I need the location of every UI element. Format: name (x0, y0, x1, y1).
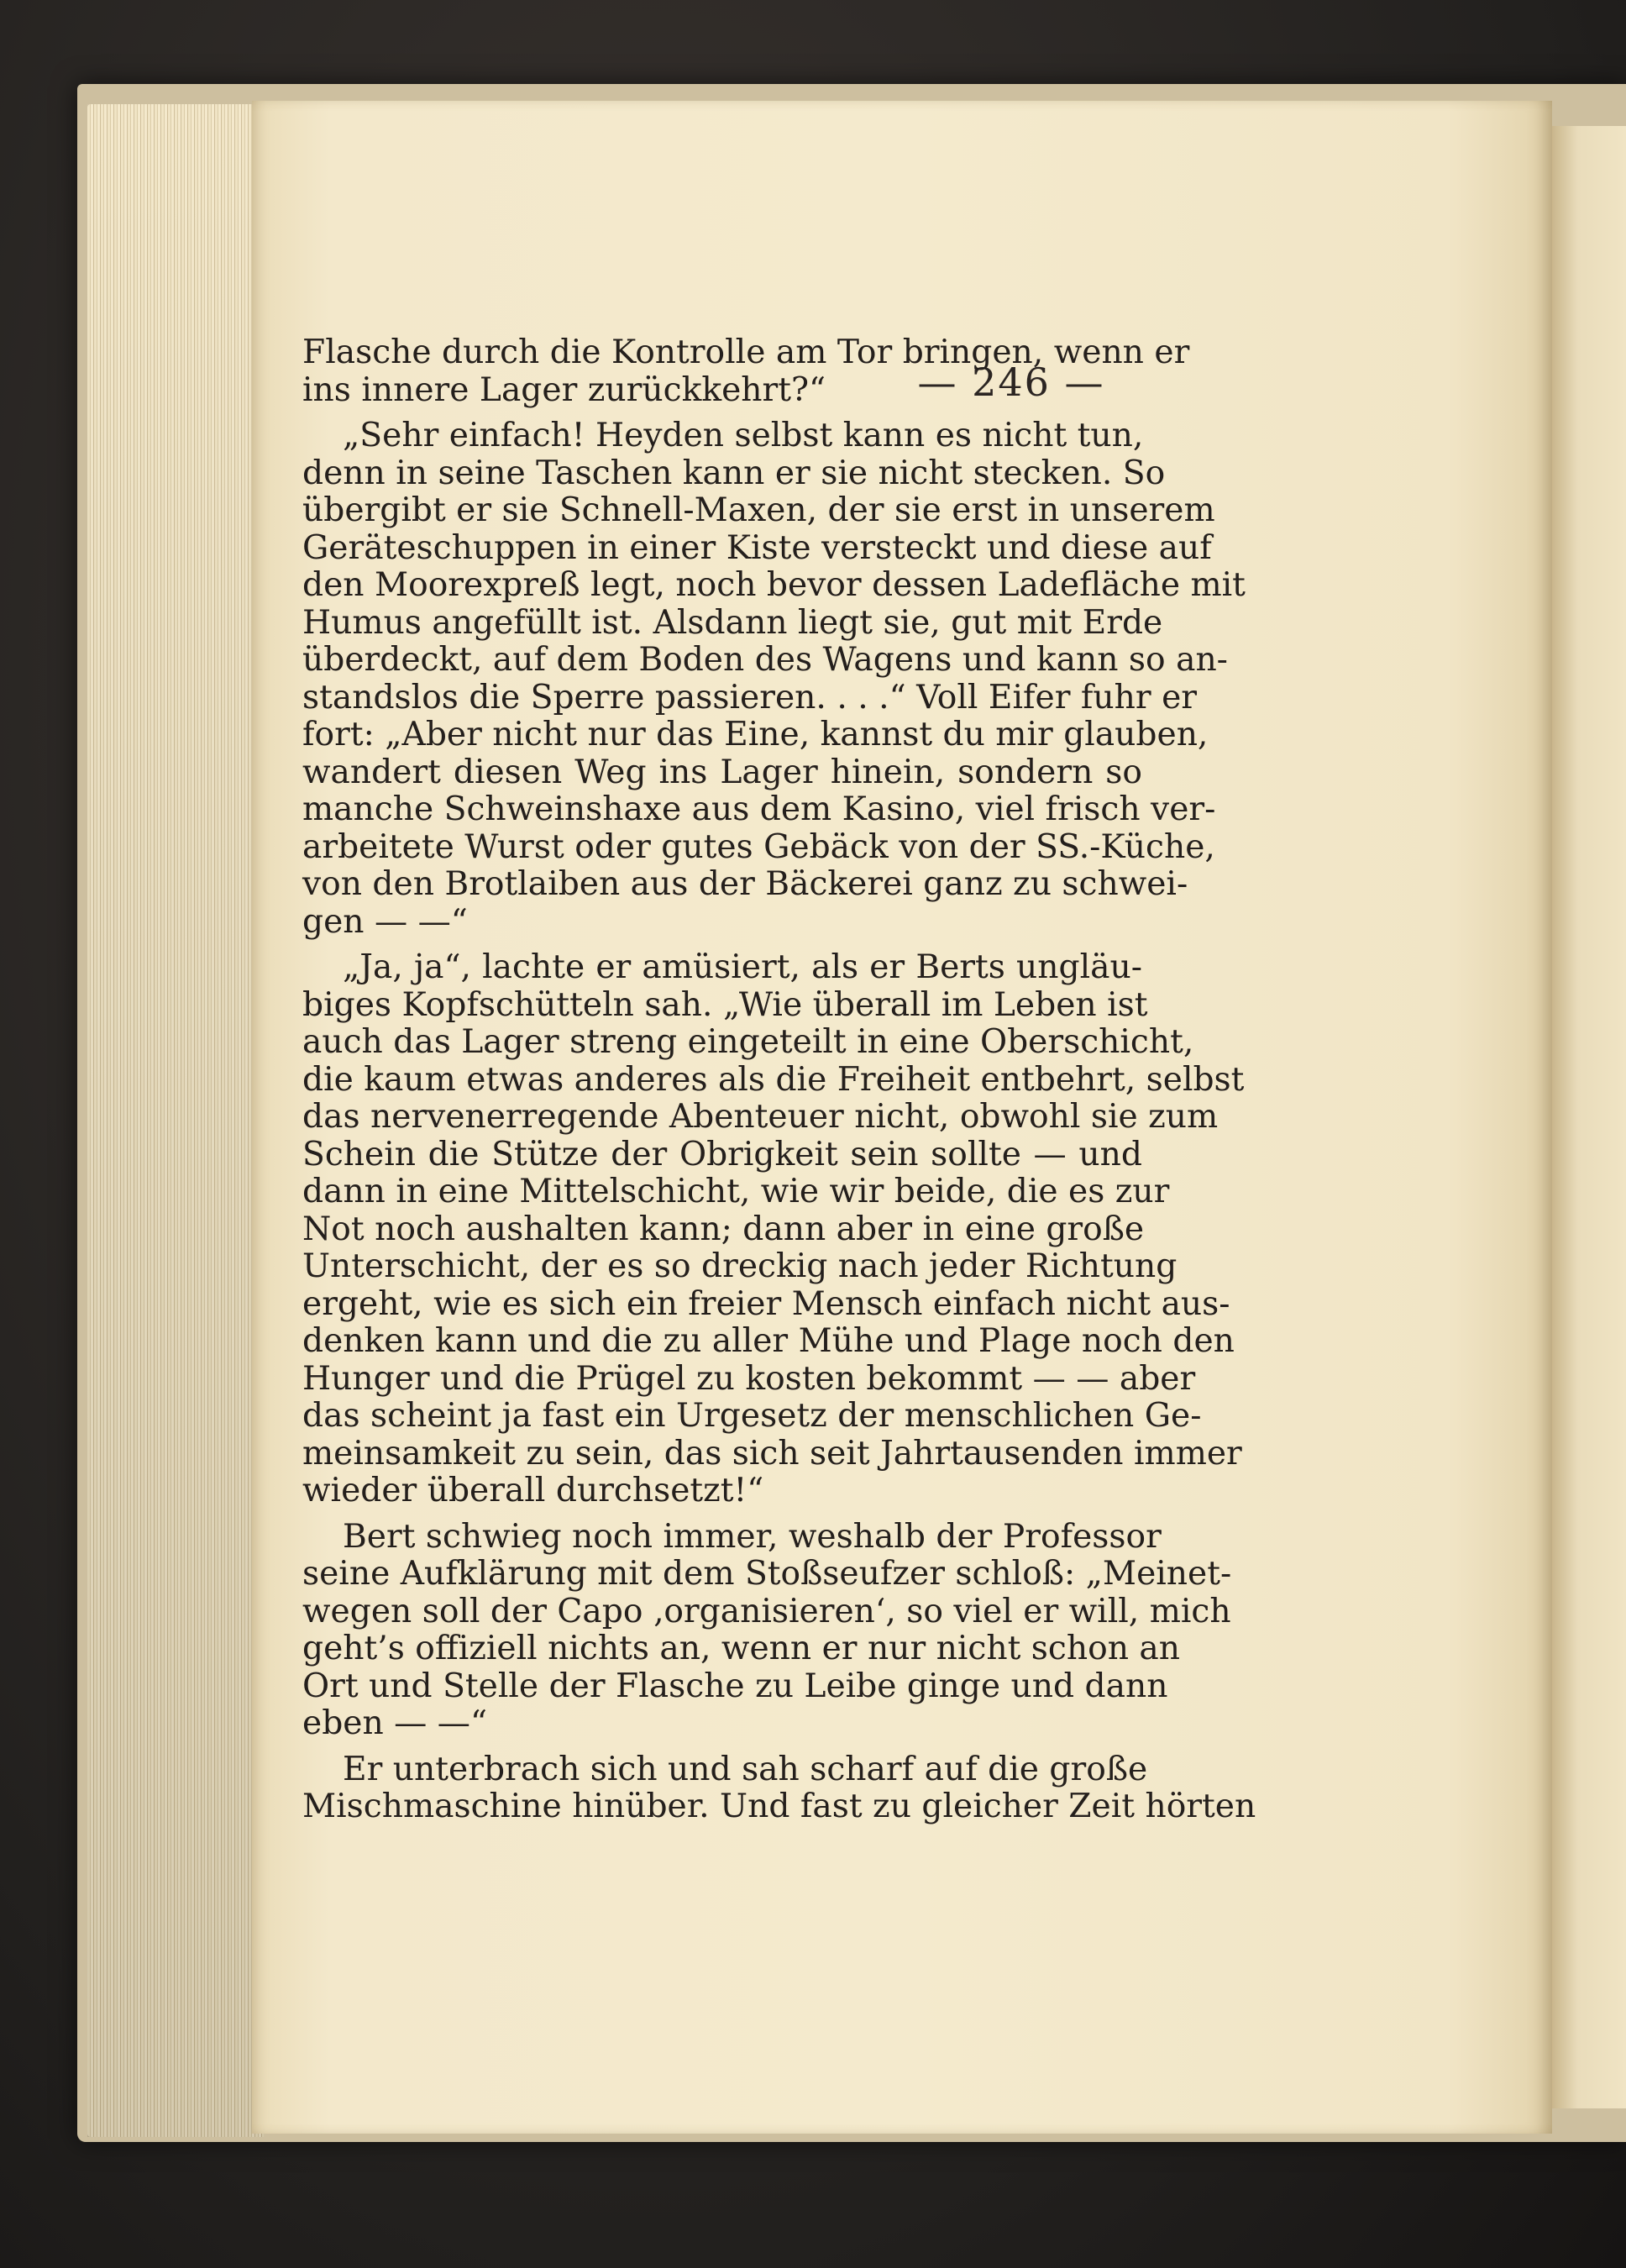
paragraph (302, 417, 1246, 941)
text-line: Ort und Stelle der Flasche zu Leibe ginge und dann (302, 1667, 1168, 1705)
text-line: Hunger und die Prügel zu kosten bekommt — — aber (302, 1359, 1196, 1398)
text-line: meinsamkeit zu sein, das sich seit Jahrtausenden immer (302, 1434, 1242, 1473)
text-line: Unterschicht, der es so dreckig nach jeder Richtung (302, 1247, 1178, 1285)
text-line: übergibt er sie Schnell-Maxen, der sie erst in unserem (302, 491, 1215, 529)
paragraph (302, 1517, 1232, 1743)
text-line: wegen soll der Capo ‚organisieren‘, so viel er will, mich (302, 1592, 1231, 1630)
text-line: das nervenerregende Abenteuer nicht, obwohl sie zum (302, 1098, 1219, 1136)
text-line: gen — —“ (302, 902, 468, 941)
text-line: dann in eine Mittelschicht, wie wir beide, die es zur (302, 1173, 1170, 1210)
text-line: Not noch aushalten kann; dann aber in eine große (302, 1210, 1145, 1248)
paragraph (302, 333, 1190, 409)
text-line: die kaum etwas anderes als die Freiheit entbehrt, selbst (302, 1060, 1245, 1099)
text-line: geht’s offiziell nichts an, wenn er nur nicht schon an (302, 1630, 1180, 1667)
text-line: fort: „Aber nicht nur das Eine, kannst du mir glauben, (302, 716, 1209, 753)
page-edges (87, 104, 264, 2137)
text-line: biges Kopfschütteln sah. „Wie überall im Leben ist (302, 985, 1148, 1024)
page-text (302, 333, 1256, 1826)
text-line: Flasche durch die Kontrolle am Tor bringen, wenn er (302, 333, 1190, 371)
text-line: standslos die Sperre passieren. . . .“ Voll Eifer fuhr er (302, 678, 1198, 717)
text-line: Bert schwieg noch immer, weshalb der Professor (343, 1517, 1162, 1556)
text-line: Mischmaschine hinüber. Und fast zu gleicher Zeit hörten (302, 1788, 1256, 1825)
text-line: „Sehr einfach! Heyden selbst kann es nicht tun, (343, 417, 1144, 454)
text-line: Geräteschuppen in einer Kiste versteckt und diese auf (302, 528, 1212, 567)
text-line: den Moorexpreß legt, noch bevor dessen Ladefläche mit (302, 566, 1246, 604)
text-line: ins innere Lager zurückkehrt?“ (302, 370, 826, 409)
adjacent-page (1552, 126, 1626, 2108)
text-line: Schein die Stütze der Obrigkeit sein sollte — und (302, 1135, 1142, 1173)
text-line: von den Brotlaiben aus der Bäckerei ganz zu schwei- (302, 865, 1188, 903)
text-line: denken kann und die zu aller Mühe und Plage noch den (302, 1322, 1235, 1360)
paragraph (302, 1750, 1256, 1826)
text-line: das scheint ja fast ein Urgesetz der menschlichen Ge- (302, 1397, 1202, 1435)
text-line: Er unterbrach sich und sah scharf auf die große (343, 1750, 1148, 1788)
text-line: „Ja, ja“, lachte er amüsiert, als er Berts ungläu- (343, 948, 1142, 986)
text-line: wandert diesen Weg ins Lager hinein, sondern so (302, 753, 1142, 791)
text-line: auch das Lager streng eingeteilt in eine Oberschicht, (302, 1023, 1194, 1061)
text-line: arbeitete Wurst oder gutes Gebäck von der SS.-Küche, (302, 827, 1215, 866)
text-line: wieder überall durchsetzt!“ (302, 1472, 764, 1509)
page-number: — 246 — (917, 360, 1105, 405)
text-line: Humus angefüllt ist. Alsdann liegt sie, gut mit Erde (302, 603, 1163, 642)
paragraph (302, 948, 1245, 1510)
text-line: überdeckt, auf dem Boden des Wagens und kann so an- (302, 641, 1228, 679)
text-line: seine Aufklärung mit dem Stoßseufzer schloß: „Meinet- (302, 1555, 1232, 1593)
text-line: eben — —“ (302, 1704, 488, 1742)
text-line: denn in seine Taschen kann er sie nicht stecken. So (302, 454, 1166, 492)
text-line: ergeht, wie es sich ein freier Mensch einfach nicht aus- (302, 1284, 1230, 1323)
text-line: manche Schweinshaxe aus dem Kasino, viel frisch ver- (302, 790, 1216, 828)
